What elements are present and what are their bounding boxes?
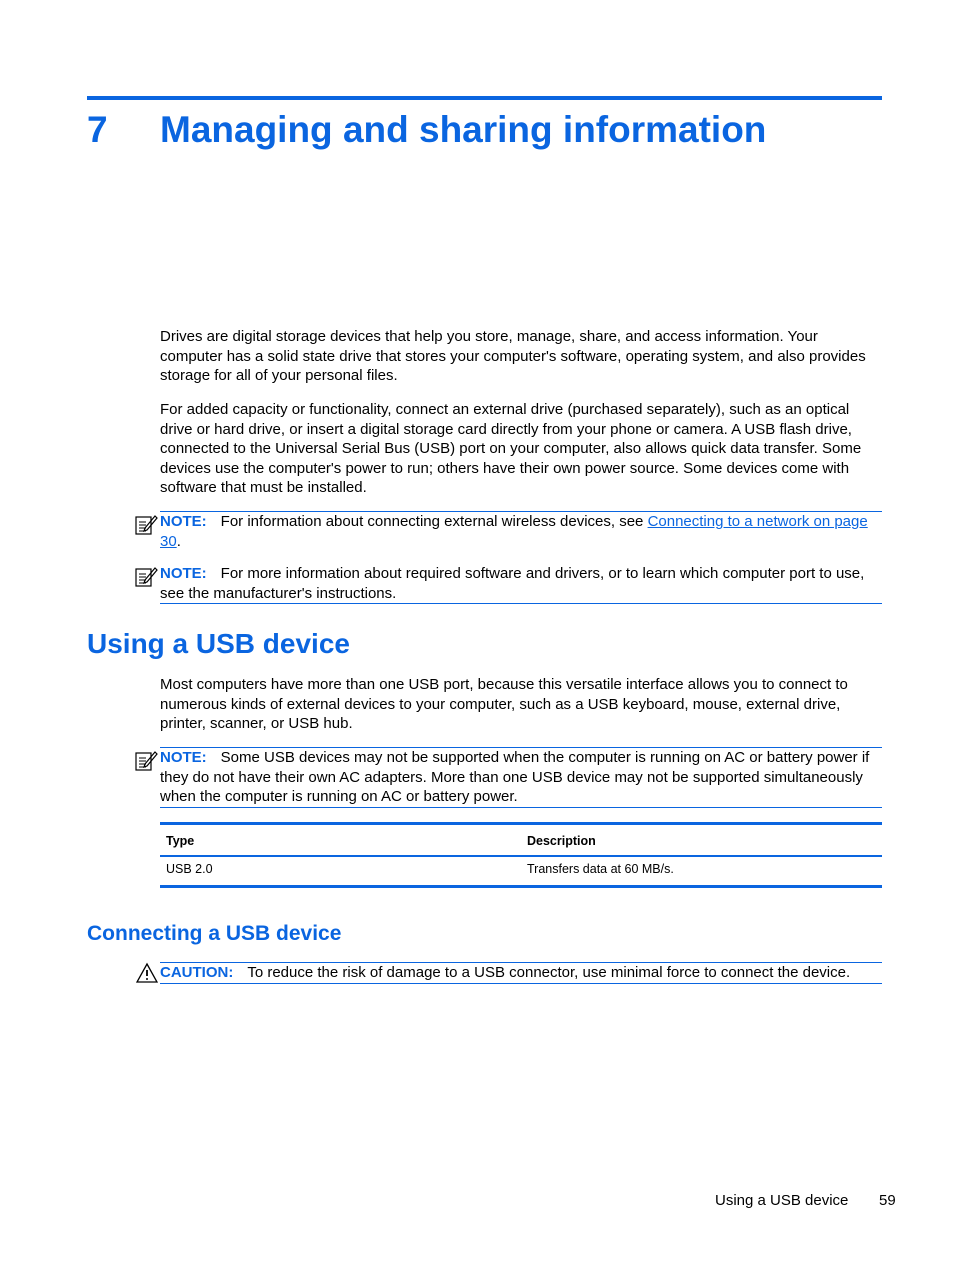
- caution-text: To reduce the risk of damage to a USB connector, use minimal force to connect the device.: [247, 964, 851, 981]
- note-text: Some USB devices may not be supported when the computer is running on AC or battery power if they do not have their own AC adapters. More than one USB device may not be supported simultaneously when the computer is running on AC or battery power.: [160, 749, 870, 805]
- note-pencil-icon: [134, 749, 158, 773]
- table-header-type: Type: [160, 824, 521, 857]
- caution-label: CAUTION:: [160, 964, 234, 981]
- table-cell-type: USB 2.0: [160, 856, 521, 887]
- intro-paragraph-2: For added capacity or functionality, connect an external drive (purchased separately), such as an optical drive or hard drive, or insert a digital storage card directly from your phone or camera. A USB flash drive, connected to the Universal Serial Bus (USB) port on your computer, also allows quick data transfer. Some devices use the computer's power to run; others have their own power source. Some devices come with software that must be installed.: [160, 401, 862, 496]
- chapter-title: Managing and sharing information: [160, 109, 767, 150]
- section-heading-connecting-usb: Connecting a USB device: [87, 922, 342, 945]
- note-text-end: .: [176, 532, 181, 550]
- table-cell-description: Transfers data at 60 MB/s.: [521, 856, 882, 887]
- note-text: For information about connecting external wireless devices, see: [220, 513, 648, 530]
- link-connecting-to-network[interactable]: Connecting to a network on page 30: [160, 513, 868, 550]
- note-label: NOTE:: [160, 565, 207, 582]
- usb-body-paragraph: Most computers have more than one USB port, because this versatile interface allows you to connect to numerous kinds of external devices to your computer, such as a USB keyboard, mouse, external drive, printer, scanner, or USB hub.: [160, 676, 848, 732]
- caution-usb-connector: [160, 962, 882, 984]
- table-header-description: Description: [521, 824, 882, 857]
- note-pencil-icon: [134, 513, 158, 537]
- chapter-rule: [87, 96, 882, 100]
- intro-paragraph-1: Drives are digital storage devices that help you store, manage, share, and access information. Your computer has a solid state drive that stores your computer's software, operating system, and also provides storage for all of your personal files.: [160, 328, 866, 384]
- table-header-row: [160, 824, 882, 857]
- footer-page-number: 59: [879, 1192, 896, 1209]
- note-label: NOTE:: [160, 513, 207, 530]
- warning-triangle-icon: [136, 962, 158, 984]
- note-usb-support: [160, 747, 882, 808]
- note-text: For more information about required software and drivers, or to learn which computer port to use, see the manufacturer's instructions.: [160, 565, 865, 602]
- note-pencil-icon: [134, 565, 158, 589]
- footer-section-name: Using a USB device: [715, 1192, 849, 1209]
- note-wireless-devices: [160, 511, 882, 551]
- usb-spec-table: [160, 822, 882, 888]
- section-heading-using-usb: Using a USB device: [87, 628, 350, 659]
- note-software-drivers: [160, 564, 882, 604]
- note-label: NOTE:: [160, 749, 207, 766]
- chapter-number: 7: [87, 109, 108, 150]
- table-row: [160, 856, 882, 887]
